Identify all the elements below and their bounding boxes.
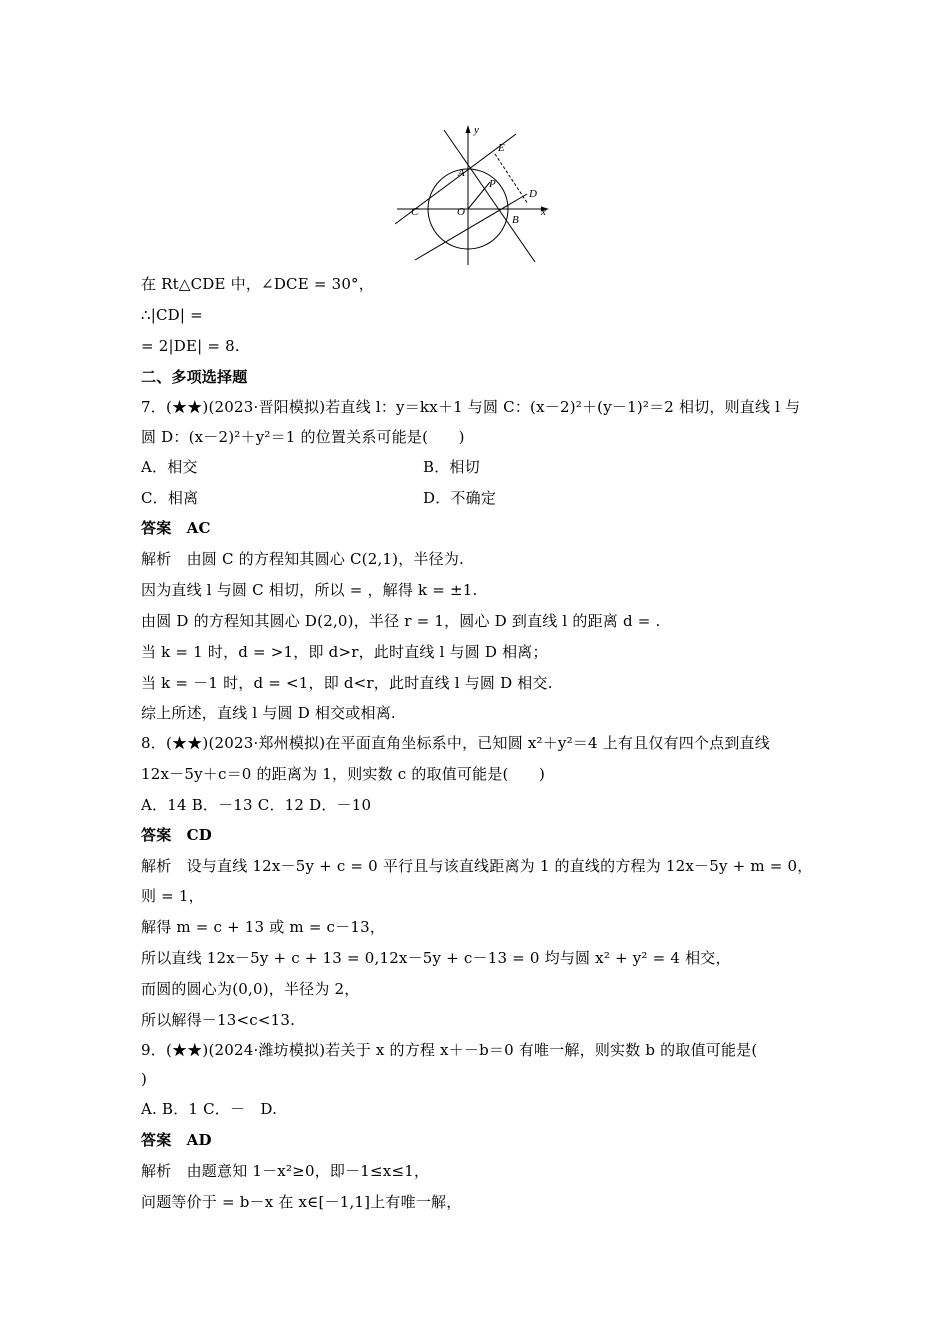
label-p: P <box>489 178 496 190</box>
analysis: 所以解得－13<c<13. <box>141 1011 296 1029</box>
label-o: O <box>457 206 465 218</box>
label-y: y <box>474 124 479 136</box>
answer: 答案 AC <box>141 519 211 537</box>
question-9-options: A. B．1 C．－ D. <box>141 1100 278 1118</box>
question-8-stem: 8．(★★)(2023·郑州模拟)在平面直角坐标系中，已知圆 x²＋y²＝4 上有且仅有四个点到直线 <box>141 734 770 752</box>
option-b: B．相切 <box>423 458 480 476</box>
geometry-figure <box>395 122 555 267</box>
question-7-stem: 7．(★★)(2023·晋阳模拟)若直线 l：y＝kx＋1 与圆 C：(x－2)²＋(y－1)²＝2 相切，则直线 l 与 <box>141 398 801 416</box>
label-b: B <box>512 214 519 226</box>
text-line: ∴|CD| = <box>141 306 203 324</box>
section-heading: 二、多项选择题 <box>141 368 248 386</box>
segment-ed <box>495 154 528 204</box>
question-8-options: A．14 B．－13 C．12 D．－10 <box>141 796 372 814</box>
analysis: 解得 m = c + 13 或 m = c－13， <box>141 918 386 936</box>
segment-op <box>468 182 490 209</box>
question-9-stem: ) <box>141 1070 148 1088</box>
text-line: = 2|DE| = 8. <box>141 337 240 355</box>
question-9-stem: 9．(★★)(2024·潍坊模拟)若关于 x 的方程 x＋－b＝0 有唯一解，则实数 b 的取值可能是( <box>141 1041 758 1059</box>
analysis: 则 = 1， <box>141 887 204 905</box>
analysis: 解析 设与直线 12x－5y + c = 0 平行且与该直线距离为 1 的直线的方程为 12x－5y + m = 0， <box>141 857 813 875</box>
question-7-stem: 圆 D：(x－2)²＋y²＝1 的位置关系可能是( ) <box>141 428 465 446</box>
option-c: C．相离 <box>141 489 199 507</box>
analysis: 当 k = －1 时，d = <1，即 d<r，此时直线 l 与圆 D 相交. <box>141 674 553 692</box>
question-8-stem: 12x－5y＋c＝0 的距离为 1，则实数 c 的取值可能是( ) <box>141 765 546 783</box>
answer: 答案 AD <box>141 1131 212 1149</box>
answer: 答案 CD <box>141 826 212 844</box>
analysis: 综上所述，直线 l 与圆 D 相交或相离. <box>141 704 396 722</box>
analysis: 因为直线 l 与圆 C 相切，所以 = ，解得 k = ±1. <box>141 581 478 599</box>
analysis: 解析 由题意知 1－x²≥0，即－1≤x≤1， <box>141 1162 430 1180</box>
analysis: 当 k = 1 时，d = >1，即 d>r，此时直线 l 与圆 D 相离； <box>141 643 548 661</box>
text-line: 在 Rt△CDE 中，∠DCE = 30°， <box>141 275 374 293</box>
label-e: E <box>498 142 505 154</box>
analysis: 问题等价于 = b－x 在 x∈[－1,1]上有唯一解， <box>141 1193 462 1211</box>
analysis: 解析 由圆 C 的方程知其圆心 C(2,1)，半径为. <box>141 550 464 568</box>
y-axis-arrow <box>466 125 471 133</box>
analysis: 所以直线 12x－5y + c + 13 = 0,12x－5y + c－13 = 0 均与圆 x² + y² = 4 相交， <box>141 949 731 967</box>
label-d: D <box>529 188 537 200</box>
analysis: 由圆 D 的方程知其圆心 D(2,0)，半径 r = 1，圆心 D 到直线 l 的距离 d = . <box>141 612 661 630</box>
option-d: D．不确定 <box>423 489 497 507</box>
analysis: 而圆的圆心为(0,0)，半径为 2， <box>141 980 360 998</box>
option-a: A．相交 <box>141 458 198 476</box>
label-a: A <box>458 167 465 179</box>
label-x: x <box>541 206 546 218</box>
label-c: C <box>411 206 419 218</box>
